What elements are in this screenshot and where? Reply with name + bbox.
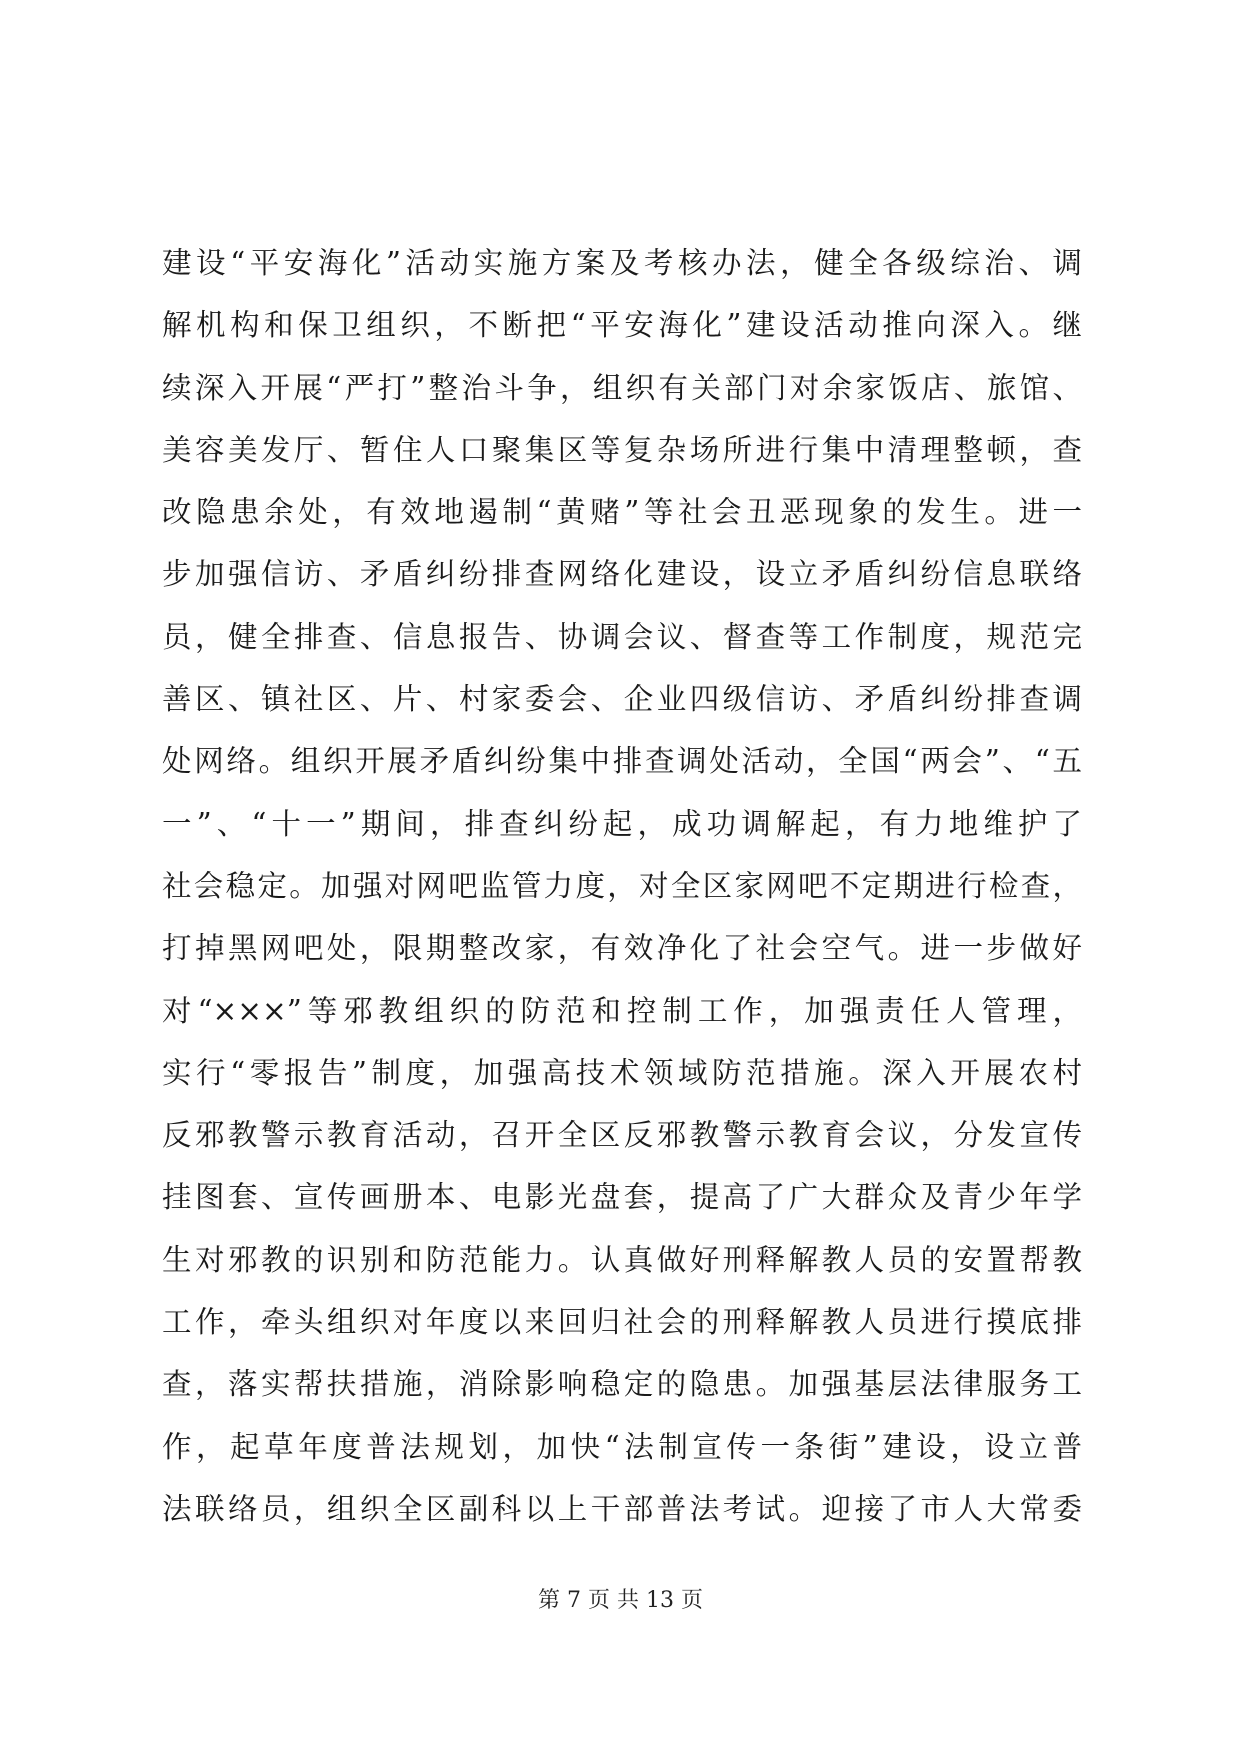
text-line: 员，健全排查、信息报告、协调会议、督查等工作制度，规范完: [162, 619, 1082, 654]
text-line: 善区、镇社区、片、村家委会、企业四级信访、矛盾纠纷排查调: [162, 682, 1082, 717]
text-line: 查，落实帮扶措施，消除影响稳定的隐患。加强基层法律服务工: [162, 1367, 1082, 1402]
text-line: 美容美发厅、暂住人口聚集区等复杂场所进行集中清理整顿，查: [162, 432, 1082, 467]
text-line: 建设“平安海化”活动实施方案及考核办法，健全各级综治、调: [162, 246, 1082, 280]
text-line: 解机构和保卫组织，不断把“平安海化”建设活动推向深入。继: [162, 308, 1082, 343]
text-line: 续深入开展“严打”整治斗争，组织有关部门对余家饭店、旅馆、: [162, 370, 1082, 405]
text-line: 工作，牵头组织对年度以来回归社会的刑释解教人员进行摸底排: [162, 1305, 1082, 1340]
body-text: [162, 232, 1082, 1540]
text-line: 一”、“十一”期间，排查纠纷起，成功调解起，有力地维护了: [162, 806, 1082, 841]
text-line: 社会稳定。加强对网吧监管力度，对全区家网吧不定期进行检查，: [162, 868, 1082, 903]
text-line: 对“×××”等邪教组织的防范和控制工作，加强责任人管理，: [162, 993, 1082, 1028]
text-line: 挂图套、宣传画册本、电影光盘套，提高了广大群众及青少年学: [162, 1180, 1082, 1215]
text-line: 实行“零报告”制度，加强高技术领域防范措施。深入开展农村: [162, 1055, 1082, 1090]
text-line: 步加强信访、矛盾纠纷排查网络化建设，设立矛盾纠纷信息联络: [162, 557, 1082, 592]
text-line: 生对邪教的识别和防范能力。认真做好刑释解教人员的安置帮教: [162, 1242, 1082, 1277]
text-line: 打掉黑网吧处，限期整改家，有效净化了社会空气。进一步做好: [162, 931, 1082, 966]
text-line: 作，起草年度普法规划，加快“法制宣传一条街”建设，设立普: [162, 1429, 1082, 1464]
text-line: 反邪教警示教育活动，召开全区反邪教警示教育会议，分发宣传: [162, 1118, 1082, 1153]
text-line: 法联络员，组织全区副科以上干部普法考试。迎接了市人大常委: [162, 1491, 1082, 1526]
text-line: 处网络。组织开展矛盾纠纷集中排查调处活动，全国“两会”、“五: [162, 744, 1082, 779]
text-line: 改隐患余处，有效地遏制“黄赌”等社会丑恶现象的发生。进一: [162, 495, 1082, 530]
page-number-footer: 第 7 页 共 13 页: [538, 1588, 703, 1613]
